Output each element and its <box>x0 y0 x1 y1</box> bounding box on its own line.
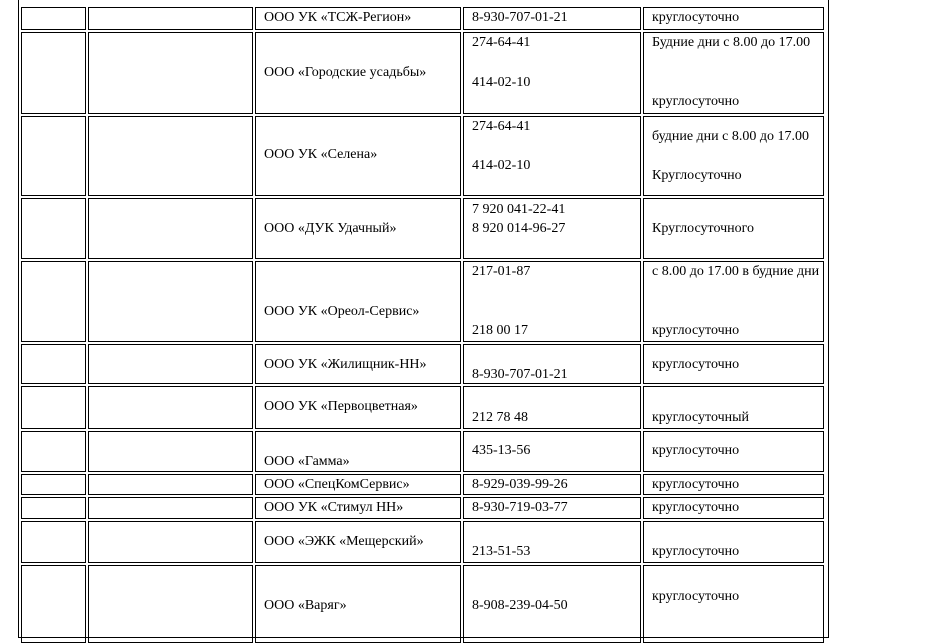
phone-cell <box>463 386 641 429</box>
hours-cell <box>643 565 824 643</box>
table-cell <box>21 198 86 259</box>
organization-name: ООО УК «ТСЖ-Регион» <box>264 10 412 25</box>
phone-cell <box>463 431 641 472</box>
table-row <box>19 114 828 196</box>
working-hours: круглосуточно <box>652 94 740 109</box>
working-hours: с 8.00 до 17.00 в будние дни <box>652 264 820 279</box>
hours-cell <box>643 32 824 114</box>
table-cell <box>21 344 86 384</box>
working-hours: круглосуточный <box>652 410 750 425</box>
phone-cell <box>463 521 641 563</box>
working-hours: Будние дни с 8.00 до 17.00 <box>652 35 811 50</box>
table-cell <box>88 116 253 196</box>
organization-name: ООО «Варяг» <box>264 598 347 613</box>
working-hours: будние дни с 8.00 до 17.00 <box>652 129 809 144</box>
table-cell <box>88 32 253 114</box>
table-cell <box>88 261 253 342</box>
table-cell <box>88 474 253 495</box>
table-row <box>19 563 828 643</box>
phone-number: 414-02-10 <box>472 158 531 173</box>
organization-name: ООО УК «Жилищник-НН» <box>264 357 427 372</box>
hours-cell <box>643 261 824 342</box>
table-cell <box>21 431 86 472</box>
organization-name: ООО «СпецКомСервис» <box>264 477 410 492</box>
table-cell <box>21 521 86 563</box>
working-hours: круглосуточно <box>652 544 740 559</box>
phone-number: 274-64-41 <box>472 119 531 134</box>
phone-number: 213-51-53 <box>472 544 531 559</box>
organization-cell <box>255 386 461 429</box>
table-cell <box>88 198 253 259</box>
working-hours: круглосуточно <box>652 323 740 338</box>
organization-cell <box>255 474 461 495</box>
hours-cell <box>643 116 824 196</box>
phone-cell <box>463 7 641 30</box>
table-cell <box>88 565 253 643</box>
table-cell <box>88 386 253 429</box>
working-hours: Круглосуточно <box>652 168 742 183</box>
phone-number: 8-908-239-04-50 <box>472 598 568 613</box>
phone-number: 212 78 48 <box>472 410 528 425</box>
organization-cell <box>255 261 461 342</box>
organization-cell <box>255 521 461 563</box>
working-hours: круглосуточно <box>652 477 740 492</box>
organization-name: ООО УК «Стимул НН» <box>264 500 404 515</box>
organization-cell <box>255 431 461 472</box>
phone-cell <box>463 32 641 114</box>
hours-cell <box>643 497 824 519</box>
phone-cell <box>463 474 641 495</box>
organization-name: ООО УК «Селена» <box>264 147 378 162</box>
table-cell <box>21 116 86 196</box>
phone-number: 8-929-039-99-26 <box>472 477 568 492</box>
phone-number: 217-01-87 <box>472 264 531 279</box>
table-cell <box>21 261 86 342</box>
organization-name: ООО УК «Ореол-Сервис» <box>264 304 420 319</box>
table-cell <box>21 386 86 429</box>
working-hours: круглосуточно <box>652 500 740 515</box>
phone-number: 435-13-56 <box>472 443 531 458</box>
table-row <box>19 384 828 429</box>
organization-name: ООО «ДУК Удачный» <box>264 221 397 236</box>
table-row <box>19 519 828 563</box>
table-row <box>19 30 828 114</box>
organization-name: ООО «Гамма» <box>264 454 350 469</box>
working-hours: Круглосуточного <box>652 221 755 236</box>
table-cell <box>88 497 253 519</box>
phone-number: 8-930-719-03-77 <box>472 500 568 515</box>
organization-cell <box>255 116 461 196</box>
hours-cell <box>643 7 824 30</box>
phone-cell <box>463 497 641 519</box>
organization-name: ООО «Городские усадьбы» <box>264 65 427 80</box>
organization-name: ООО УК «Первоцветная» <box>264 399 418 414</box>
phone-cell <box>463 116 641 196</box>
table-cell <box>88 521 253 563</box>
phone-number: 414-02-10 <box>472 75 531 90</box>
phone-number: 274-64-41 <box>472 35 531 50</box>
organization-cell <box>255 7 461 30</box>
phone-number: 8-930-707-01-21 <box>472 367 568 382</box>
table-cell <box>21 474 86 495</box>
working-hours: круглосуточно <box>652 589 740 604</box>
organization-cell <box>255 344 461 384</box>
hours-cell <box>643 474 824 495</box>
table-row <box>19 196 828 259</box>
table-cell <box>21 32 86 114</box>
organization-cell <box>255 497 461 519</box>
working-hours: круглосуточно <box>652 357 740 372</box>
organization-cell <box>255 32 461 114</box>
phone-number: 8 920 014-96-27 <box>472 221 566 236</box>
table-row <box>19 259 828 342</box>
phone-cell <box>463 344 641 384</box>
phone-cell <box>463 565 641 643</box>
hours-cell <box>643 386 824 429</box>
organization-cell <box>255 565 461 643</box>
phone-cell <box>463 261 641 342</box>
phone-number: 218 00 17 <box>472 323 528 338</box>
hours-cell <box>643 521 824 563</box>
table-row <box>19 429 828 472</box>
table-cell <box>88 7 253 30</box>
hours-cell <box>643 344 824 384</box>
table-row <box>19 342 828 384</box>
table-row <box>19 5 828 30</box>
phone-number: 8-930-707-01-21 <box>472 10 568 25</box>
table-cell <box>88 431 253 472</box>
table-cell <box>88 344 253 384</box>
organization-cell <box>255 198 461 259</box>
table-cell <box>21 7 86 30</box>
table-cell <box>21 565 86 643</box>
hours-cell <box>643 198 824 259</box>
working-hours: круглосуточно <box>652 10 740 25</box>
working-hours: круглосуточно <box>652 443 740 458</box>
phone-number: 7 920 041-22-41 <box>472 202 566 217</box>
organization-name: ООО «ЭЖК «Мещерский» <box>264 534 424 549</box>
table-cell <box>21 497 86 519</box>
management-companies-table <box>18 0 829 638</box>
hours-cell <box>643 431 824 472</box>
phone-cell <box>463 198 641 259</box>
table-row <box>19 495 828 519</box>
table-row <box>19 472 828 495</box>
